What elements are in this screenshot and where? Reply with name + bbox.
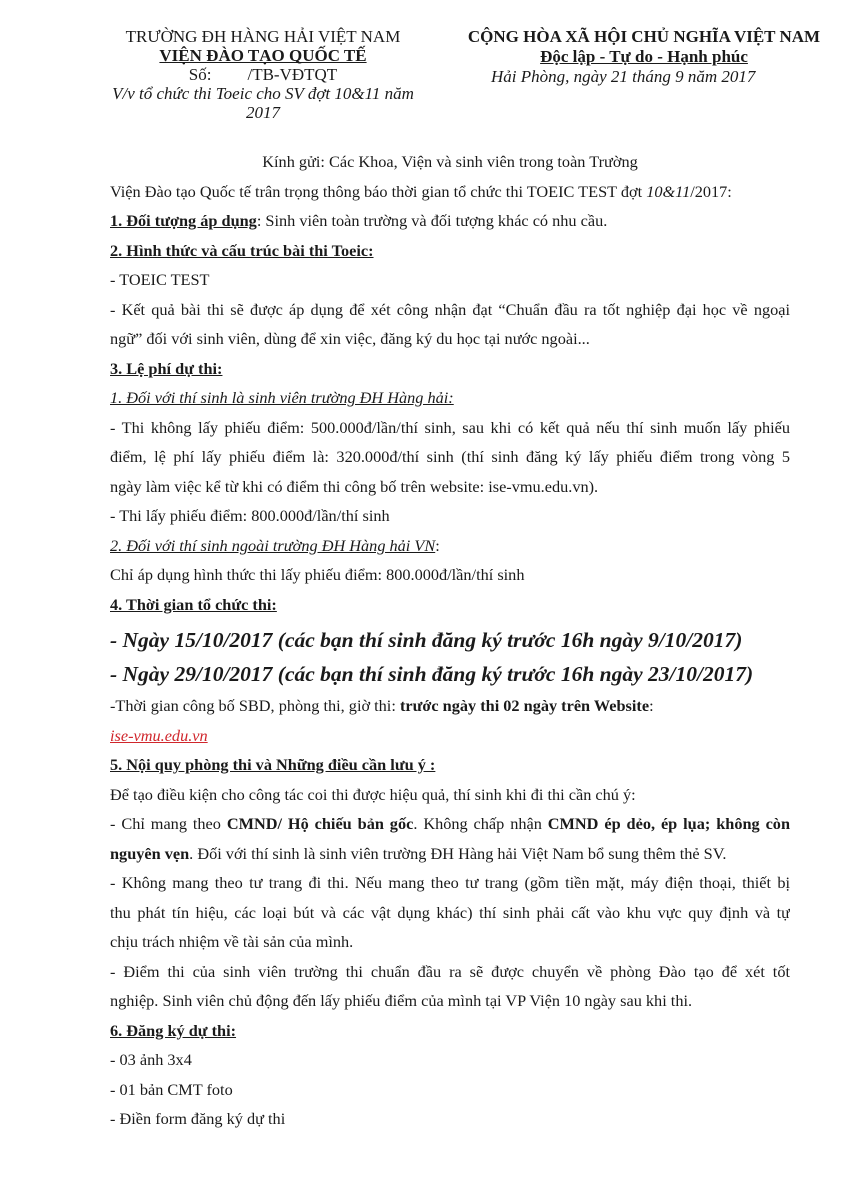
number-label: Số:: [188, 65, 212, 84]
document-number: [78, 65, 448, 84]
rule-1-part-b: CMND/ Hộ chiếu bản gốc: [226, 814, 414, 833]
announcement: [110, 691, 790, 721]
announcement-bold: trước ngày thi 02 ngày trên Website: [399, 696, 650, 715]
greeting: Kính gửi: Các Khoa, Viện và sinh viên trong toàn Trường: [262, 152, 638, 171]
section-2-title: 2. Hình thức và cấu trúc bài thi Toeic:: [110, 240, 374, 260]
intro-suffix: /2017:: [690, 181, 732, 201]
exam-date-1: - Ngày 15/10/2017 (các bạn thí sinh đăng ký trước 16h ngày 9/10/2017): [110, 628, 743, 652]
section-3-sub-2-colon: :: [435, 535, 440, 555]
intro-batch: 10&11: [646, 181, 691, 201]
rule-1-part-a: - Chỉ mang theo: [110, 814, 227, 833]
national-header: [448, 27, 840, 87]
exam-date-2: - Ngày 29/10/2017 (các bạn thí sinh đăng ký trước 16h ngày 23/10/2017): [110, 662, 754, 686]
section-1: [110, 206, 790, 236]
section-6-title: 6. Đăng ký dự thi:: [110, 1020, 237, 1040]
section-3-sub-1-line-3: ngày làm việc kể từ khi có điểm thi công bố trên website: ise-vmu.edu.vn).: [110, 476, 599, 496]
intro-text: Viện Đào tạo Quốc tế trân trọng thông báo thời gian tổ chức thi TOEIC TEST đợt: [110, 181, 647, 201]
section-3-sub-1-title: 1. Đối với thí sinh là sinh viên trường ĐH Hàng hải:: [110, 388, 454, 407]
motto-text: Độc lập - Tự do - Hạnh phúc: [540, 47, 748, 66]
section-3-sub-1-line-2: điểm, lệ phí lấy phiếu điểm là: 320.000đ/thí sinh (thí sinh đăng ký lấy phiếu điểm trong vòng 5: [110, 447, 790, 466]
section-3-sub-2-title-text: 2. Đối với thí sinh ngoài trường ĐH Hàng hải VN: [110, 535, 436, 555]
rule-1-part-c: . Không chấp nhận: [413, 814, 548, 833]
section-5-rule-3-line-1: - Điểm thi của sinh viên trường thi chuẩn đầu ra sẽ được chuyển về phòng Đào tạo để xét tốt: [110, 961, 790, 981]
institute-name-text: VIỆN ĐÀO TẠO QUỐC TẾ: [159, 46, 367, 65]
rule-1-part-e: nguyên vẹn: [110, 843, 190, 863]
section-3-sub-2-title: [110, 531, 790, 561]
rule-1-part-f: . Đối với thí sinh là sinh viên trường ĐH Hàng hải Việt Nam bổ sung thêm thẻ SV.: [189, 843, 727, 863]
section-5-intro: Để tạo điều kiện cho công tác coi thi được hiệu quả, thí sinh khi đi thi cần chú ý:: [110, 784, 636, 804]
school-name: TRƯỜNG ĐH HÀNG HẢI VIỆT NAM: [125, 27, 401, 46]
section-4-title: 4. Thời gian tổ chức thi:: [110, 594, 277, 614]
section-3-sub-1-line-1: - Thi không lấy phiếu điểm: 500.000đ/lần/thí sinh, sau khi có kết quả nếu thí sinh muốn lấy phiếu: [110, 417, 790, 437]
registration-item: - 03 ảnh 3x4: [110, 1050, 192, 1069]
document-body: [110, 147, 790, 1134]
subject-line-2: 2017: [246, 103, 280, 122]
announcement-suffix: :: [649, 696, 654, 715]
section-5-rule-1-line-1: [110, 809, 790, 839]
website-line: [110, 721, 790, 751]
section-5-rule-1-line-2: [110, 839, 790, 869]
section-2-item-1: - TOEIC TEST: [110, 270, 210, 289]
registration-item: - Điền form đăng ký dự thi: [110, 1109, 286, 1128]
section-5-rule-2-line-1: - Không mang theo tư trang đi thi. Nếu mang theo tư trang (gồm tiền mặt, máy điện thoại, thiết bị: [110, 873, 790, 892]
rule-1-part-d: CMND ép dẻo, ép lụa; không còn: [547, 814, 790, 833]
section-1-title: 1. Đối tượng áp dụng: [110, 211, 257, 230]
section-3-sub-1-line-4: - Thi lấy phiếu điểm: 800.000đ/lần/thí sinh: [110, 506, 390, 525]
section-1-text: : Sinh viên toàn trường và đối tượng khác có nhu cầu.: [256, 211, 608, 230]
section-3-sub-2-line-1: Chỉ áp dụng hình thức thi lấy phiếu điểm: 800.000đ/lần/thí sinh: [110, 565, 525, 584]
motto: [448, 47, 840, 67]
issuer-header: [78, 27, 448, 122]
section-2-item-2-line-2: ngữ” đối với sinh viên, dùng để xin việc, đăng ký du học tại nước ngoài...: [110, 329, 590, 348]
section-3-title: 3. Lệ phí dự thi:: [110, 358, 223, 378]
country-name: CỘNG HÒA XÃ HỘI CHỦ NGHĨA VIỆT NAM: [467, 27, 821, 46]
number-code: /TB-VĐTQT: [247, 65, 338, 84]
section-2-item-2-line-1: - Kết quả bài thi sẽ được áp dụng để xét công nhận đạt “Chuẩn đầu ra tốt nghiệp đại học về ngoại: [110, 299, 790, 319]
announcement-prefix: -Thời gian công bố SBD, phòng thi, giờ thi:: [110, 696, 400, 715]
section-5-title: 5. Nội quy phòng thi và Những điều cần lưu ý :: [110, 755, 436, 774]
subject-line-1: V/v tổ chức thi Toeic cho SV đợt 10&11 năm: [112, 84, 414, 103]
section-5-rule-3-line-2: nghiệp. Sinh viên chủ động đến lấy phiếu điểm của mình tại VP Viện 10 ngày sau khi thi.: [110, 991, 693, 1010]
institute-name: [78, 46, 448, 65]
registration-item: - 01 bản CMT foto: [110, 1079, 233, 1099]
section-5-rule-2-line-3: chịu trách nhiệm về tài sản của mình.: [110, 932, 354, 951]
place-date: Hải Phòng, ngày 21 tháng 9 năm 2017: [491, 67, 756, 86]
section-5-rule-2-line-2: thu phát tín hiệu, các loại bút và các vật dụng khác) thí sinh phải cất vào khu vực quy định và tự: [110, 902, 790, 922]
intro: [110, 177, 790, 207]
website-link[interactable]: ise-vmu.edu.vn: [110, 725, 208, 745]
